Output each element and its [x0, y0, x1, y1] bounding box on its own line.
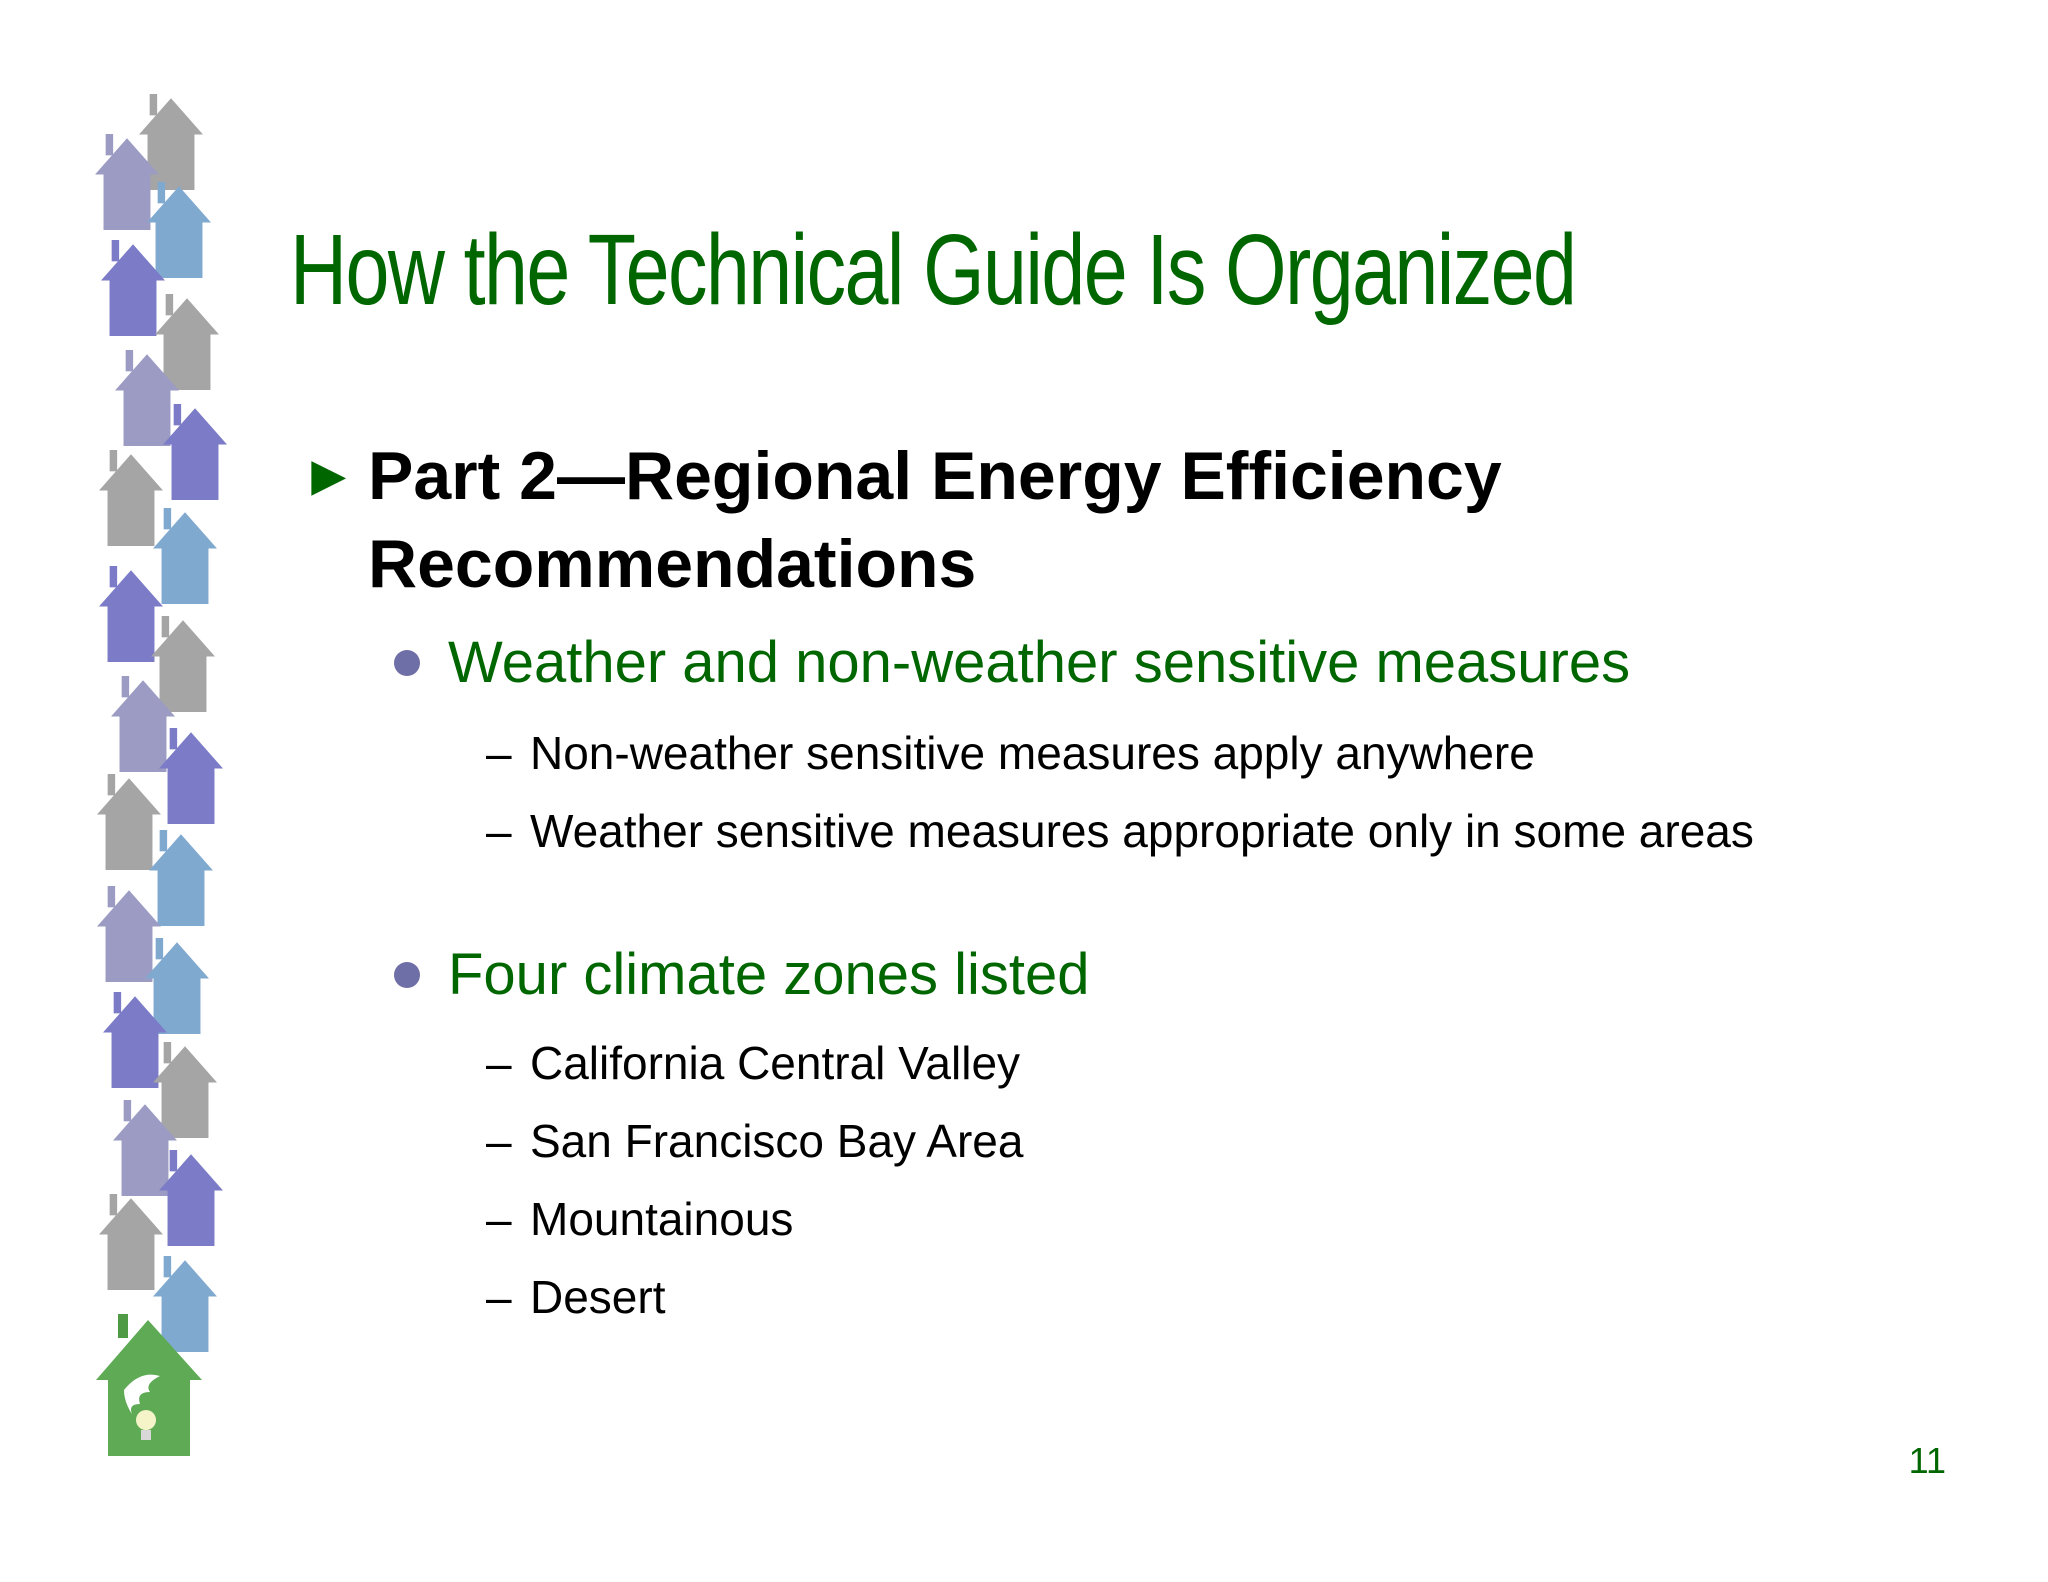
level3-text: Mountainous: [530, 1193, 794, 1245]
house-strip: [0, 0, 260, 1582]
list-item: [390, 940, 1089, 1010]
house-icon: [163, 404, 227, 500]
house-icon: [99, 450, 163, 546]
sub-list-item: [486, 1110, 1786, 1172]
house-icon: [97, 886, 161, 982]
dash-marker: –: [486, 1193, 512, 1245]
slide-title: How the Technical Guide Is Organized: [290, 214, 1576, 326]
dash-marker: –: [486, 805, 512, 857]
dash-marker: –: [486, 1115, 512, 1167]
sub-list-item: [486, 1188, 1786, 1250]
house-icon: [149, 830, 213, 926]
house-icon: [153, 508, 217, 604]
arrow-bullet-icon: ►: [300, 443, 358, 508]
bullet-dot-icon: [394, 650, 420, 676]
level3-text: California Central Valley: [530, 1037, 1021, 1089]
sub-list-item: [486, 800, 1786, 862]
house-icon: [151, 616, 215, 712]
level1-text: Part 2—Regional Energy Efficiency Recommendations: [368, 438, 1502, 602]
sub-list-item: [486, 1032, 1786, 1094]
house-icon: [159, 1150, 223, 1246]
level3-text: San Francisco Bay Area: [530, 1115, 1024, 1167]
house-icon: [99, 1194, 163, 1290]
house-icon: [101, 240, 165, 336]
dash-marker: –: [486, 1271, 512, 1323]
level1-bullet: [300, 432, 1800, 608]
level3-text: Non-weather sensitive measures apply anywhere: [530, 727, 1535, 779]
page-number: 11: [1908, 1440, 1946, 1481]
house-icon: [159, 728, 223, 824]
dash-marker: –: [486, 1037, 512, 1089]
house-icon: [147, 182, 211, 278]
level2-text: Weather and non-weather sensitive measures: [448, 630, 1631, 695]
house-icon: [99, 566, 163, 662]
level3-text: Desert: [530, 1271, 666, 1323]
sub-list-item: [486, 1266, 1786, 1328]
level2-text: Four climate zones listed: [448, 942, 1090, 1007]
house-icon: [97, 774, 161, 870]
bullet-dot-icon: [394, 962, 420, 988]
sub-list-item: [486, 722, 1786, 784]
list-item: [390, 628, 1630, 698]
dash-marker: –: [486, 727, 512, 779]
level3-text: Weather sensitive measures appropriate only in some areas: [530, 805, 1754, 857]
house-icon: [153, 1042, 217, 1138]
